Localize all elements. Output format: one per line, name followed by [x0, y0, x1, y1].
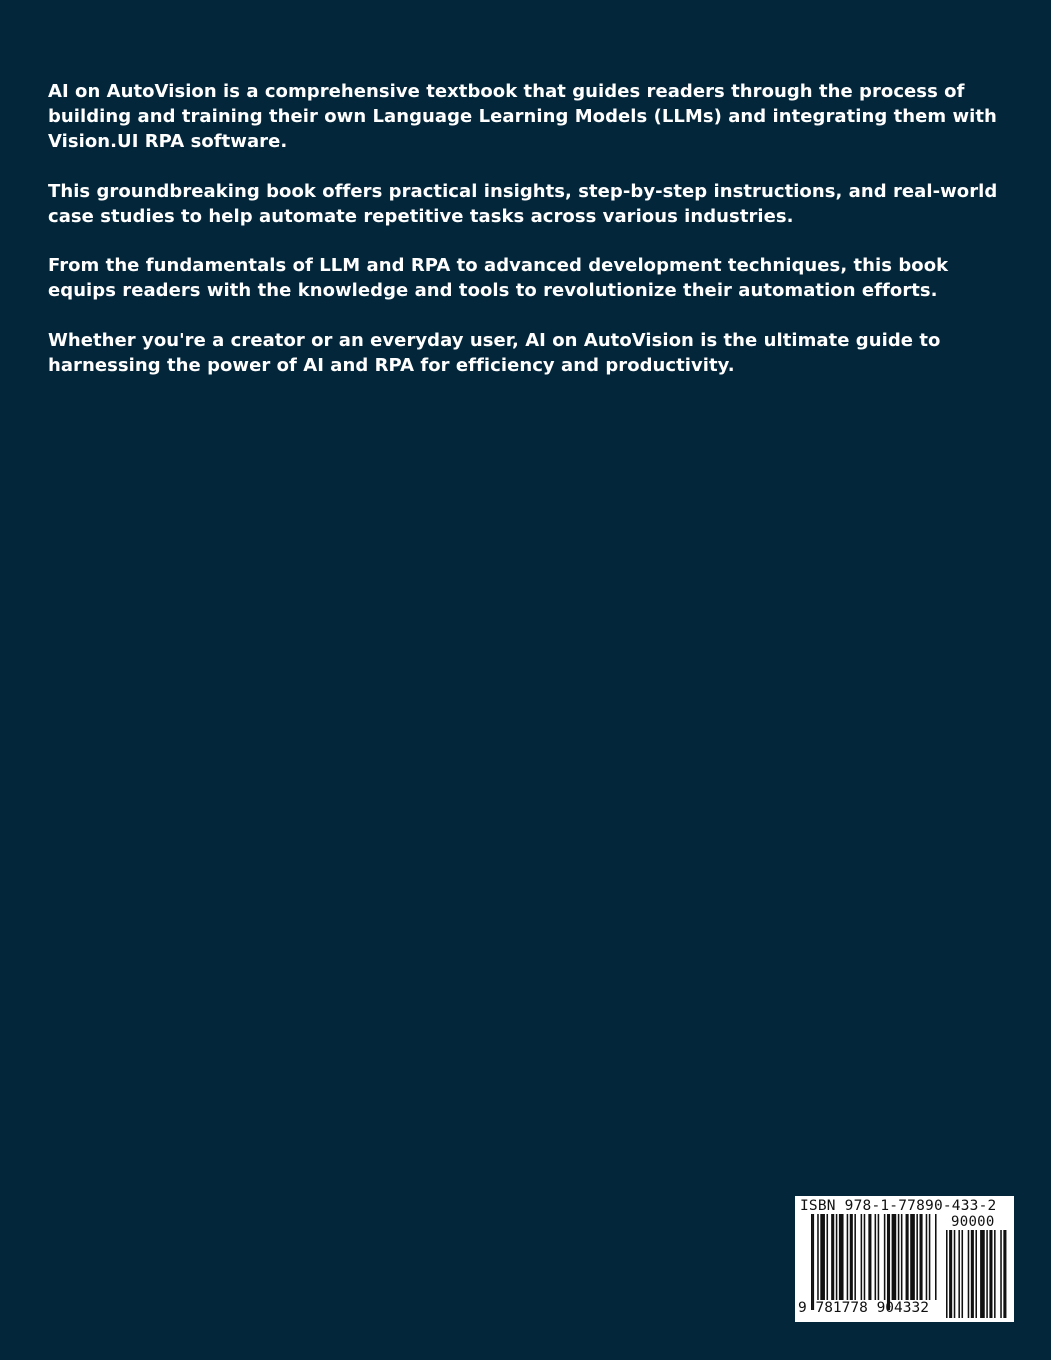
- barcode-bar: [836, 1214, 838, 1300]
- book-description: [48, 79, 1013, 402]
- barcode-bar: [884, 1214, 886, 1300]
- isbn-barcode: [795, 1196, 1014, 1322]
- barcode-bar: [920, 1214, 923, 1300]
- addon-bar: [954, 1230, 956, 1318]
- barcode-bar: [935, 1214, 937, 1300]
- barcode-bar: [811, 1214, 813, 1310]
- description-paragraph-fundamentals: From the fundamentals of LLM and RPA to advanced development techniques, this book equips readers with the knowledge and tools to revolutionize their automation efforts.: [48, 255, 949, 301]
- barcode-bar: [901, 1214, 903, 1300]
- description-paragraph-audience: Whether you're a creator or an everyday user, AI on AutoVision is the ultimate guide to harnessing the power of AI and RPA for efficiency and productivity.: [48, 329, 941, 376]
- addon-bar: [1000, 1230, 1002, 1318]
- barcode-bar: [864, 1214, 866, 1300]
- ean-digits: 9 781778 904332: [798, 1300, 929, 1316]
- description-paragraph-insights: This groundbreaking book offers practical insights, step-by-step instructions, and real-world case studies to help automate repetitive tasks across various industries.: [48, 180, 998, 227]
- barcode-bar: [817, 1214, 819, 1300]
- addon-bar: [958, 1230, 960, 1318]
- barcode-bar: [910, 1214, 915, 1300]
- addon-bar: [986, 1230, 988, 1318]
- barcode-bar: [926, 1214, 928, 1300]
- barcode-bar: [898, 1214, 900, 1300]
- addon-bar: [949, 1230, 952, 1318]
- description-paragraph-intro: AI on AutoVision is a comprehensive textbook that guides readers through the process of building and training their own Language Learning Models (LLMs) and integrating them with Vision.UI RPA software.: [48, 81, 997, 152]
- barcode-bar: [875, 1214, 877, 1300]
- barcode-bar: [839, 1214, 844, 1300]
- isbn-number: ISBN 978-1-77890-433-2: [800, 1198, 997, 1214]
- addon-bar: [1003, 1230, 1006, 1318]
- barcode-bar: [892, 1214, 897, 1300]
- addon-bar: [994, 1230, 996, 1318]
- barcode-bar: [916, 1214, 918, 1300]
- barcode-bar: [887, 1214, 890, 1310]
- barcode-bar: [929, 1214, 931, 1300]
- addon-bar: [968, 1230, 970, 1318]
- addon-bar: [971, 1230, 974, 1318]
- addon-bar: [975, 1230, 977, 1318]
- barcode-bar: [868, 1214, 871, 1300]
- barcode-bar: [831, 1214, 834, 1300]
- barcode-bar: [827, 1214, 829, 1300]
- addon-bar: [946, 1230, 948, 1318]
- barcode-bar: [813, 1214, 815, 1310]
- barcode-bar: [854, 1214, 856, 1300]
- addon-bar: [980, 1230, 985, 1318]
- addon-bar: [962, 1230, 964, 1318]
- barcode-bar: [878, 1214, 880, 1300]
- addon-bar: [989, 1230, 992, 1318]
- barcode-bar: [820, 1214, 825, 1300]
- barcode-bar: [847, 1214, 849, 1300]
- barcode-bar: [850, 1214, 853, 1300]
- barcode-bar: [861, 1214, 863, 1300]
- price-code: 90000: [951, 1214, 995, 1230]
- barcode-bar: [906, 1214, 909, 1300]
